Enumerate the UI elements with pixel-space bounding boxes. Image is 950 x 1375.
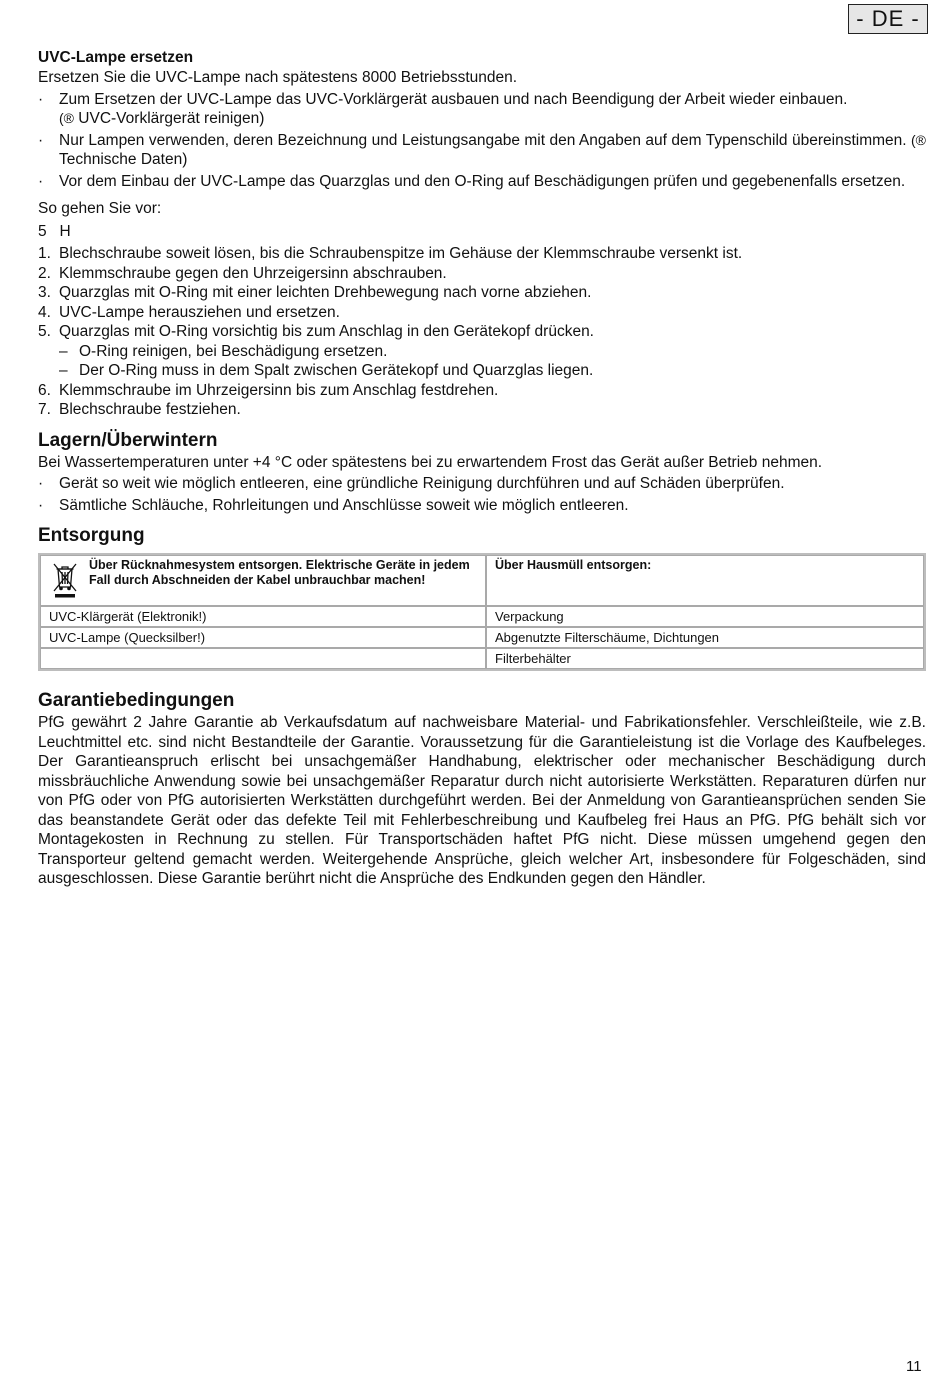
table-cell: Verpackung [486,606,924,627]
table-row [40,627,924,648]
uvc-intro: Ersetzen Sie die UVC-Lampe nach spätestens 8000 Betriebsstunden. [38,69,518,86]
substep-item [38,361,926,381]
step-number: 5. [38,323,51,340]
return-system-note: Über Rücknahmesystem entsorgen. Elektrische Geräte in jedem Fall durch Abschneiden der Kabel unbrauchbar machen! [89,558,470,587]
step-text: Blechschraube soweit lösen, bis die Schraubenspitze im Gehäuse der Klemmschraube versenkt ist. [59,245,743,262]
step-item [38,381,926,401]
step-number: 3. [38,284,51,301]
table-cell: Abgenutzte Filterschäume, Dichtungen [486,627,924,648]
step-number: 1. [38,245,51,262]
bullet-text: Nur Lampen verwenden, deren Bezeichnung und Leistungsangabe mit den Angaben auf dem Typenschild übereinstimmen. [59,131,907,149]
step-item [38,322,926,342]
table-row [40,648,924,669]
step-text: UVC-Lampe herausziehen und ersetzen. [59,303,340,321]
bullet-text: Vor dem Einbau der UVC-Lampe das Quarzglas und den O-Ring auf Beschädigungen prüfen und gegebenenfalls ersetzen. [59,172,906,190]
lagern-intro: Bei Wassertemperaturen unter +4 °C oder spätestens bei zu erwartendem Frost das Gerät außer Betrieb nehmen. [38,453,823,471]
list-item: · Gerät so weit wie möglich entleeren, eine gründliche Reinigung durchführen und auf Schäden überprüfen. [38,474,926,494]
procedure-intro: So gehen Sie vor: [38,200,162,217]
household-waste-note: Über Hausmüll entsorgen: [495,558,652,572]
crossed-out-wheelie-bin-icon [49,558,89,602]
step-text: Blechschraube festziehen. [59,401,241,418]
lagern-heading: Lagern/Überwintern [38,429,218,451]
list-item [38,90,926,129]
table-header-cell [486,555,924,606]
table-cell: UVC-Klärgerät (Elektronik!) [40,606,486,627]
disposal-table [38,553,926,671]
step-number: 7. [38,401,51,418]
substep-dash: – [59,362,68,379]
list-item [38,172,926,192]
substep-text: O-Ring reinigen, bei Beschädigung ersetzen. [79,342,388,360]
entsorgung-heading: Entsorgung [38,525,145,546]
lagern-bullet-list [38,474,926,515]
table-cell [40,648,486,669]
reference-symbol: (® [59,110,74,126]
language-badge: - DE - [848,4,928,34]
table-cell: Filterbehälter [486,648,924,669]
uvc-bullet-list [38,90,926,192]
step-item [38,303,926,323]
cross-reference: Technische Daten) [59,151,188,168]
step-number: 2. [38,264,51,282]
cross-reference: UVC-Vorklärgerät reinigen) [73,110,265,127]
step-item [38,244,926,264]
step-item [38,264,926,284]
table-header-row [40,555,924,606]
step-number: 6. [38,381,51,399]
list-item [38,131,926,170]
substep-text: Der O-Ring muss in dem Spalt zwischen Gerätekopf und Quarzglas liegen. [79,362,594,379]
garantie-heading: Garantiebedingungen [38,690,235,711]
page-content [38,48,926,889]
list-item: · Sämtliche Schläuche, Rohrleitungen und Anschlüsse soweit wie möglich entleeren. [38,496,926,516]
uvc-heading: UVC-Lampe ersetzen [38,49,194,66]
table-row [40,606,924,627]
procedure-code: 5 H [38,222,71,240]
substep-item [38,342,926,362]
step-text: Quarzglas mit O-Ring mit einer leichten Drehbewegung nach vorne abziehen. [59,284,592,301]
bullet-text: Zum Ersetzen der UVC-Lampe das UVC-Vorklärgerät ausbauen und nach Beendigung der Arbeit wieder einbauen. [59,90,848,108]
page-number: 11 [906,1358,922,1375]
step-text: Quarzglas mit O-Ring vorsichtig bis zum Anschlag in den Gerätekopf drücken. [59,323,594,340]
step-text: Klemmschraube im Uhrzeigersinn bis zum Anschlag festdrehen. [59,381,499,399]
step-item [38,400,926,420]
substep-dash: – [59,342,68,360]
reference-symbol: (® [911,131,926,148]
procedure-steps [38,244,926,420]
step-text: Klemmschraube gegen den Uhrzeigersinn abschrauben. [59,264,447,282]
table-cell: UVC-Lampe (Quecksilber!) [40,627,486,648]
step-item [38,283,926,303]
table-header-cell [40,555,486,606]
step-number: 4. [38,303,51,321]
garantie-text: PfG gewährt 2 Jahre Garantie ab Verkaufsdatum auf nachweisbare Material- und Fabrikationsfehler. Verschleißteile, wie z.B. Leuchtmittel etc. sind nicht Bestandteile der Garantie. Voraussetzung für die Garantieleistung ist die Vorlage des Kaufbeleges. Der Garantieanspruch erlischt bei unsachgemäßer Handhabung, elektrischer oder mechanischer Beschädigung durch missbräuchliche Anwendung sowie bei unsachgemäßer Reparatur durch nicht autorisierte Werkstätten. Reparaturen dürfen nur von PfG oder von PfG autorisierten Werkstätten durchgeführt werden. Bei der Anmeldung von Garantieansprüchen senden Sie das beanstandete Gerät oder das defekte Teil mit Fehlerbeschreibung und Kaufbeleg frei Haus an PfG. PfG behält sich vor Montagekosten in Rechnung zu stellen. Für Transportschäden haftet PfG nicht. Diese müssen umgehend gegen den Transporteur geltend gemacht werden. Weitergehende Ansprüche, gleich welcher Art, insbesondere für Folgeschäden, sind ausgeschlossen. Diese Garantie berührt nicht die Ansprüche des Endkunden gegen den Händler. [38,714,926,887]
